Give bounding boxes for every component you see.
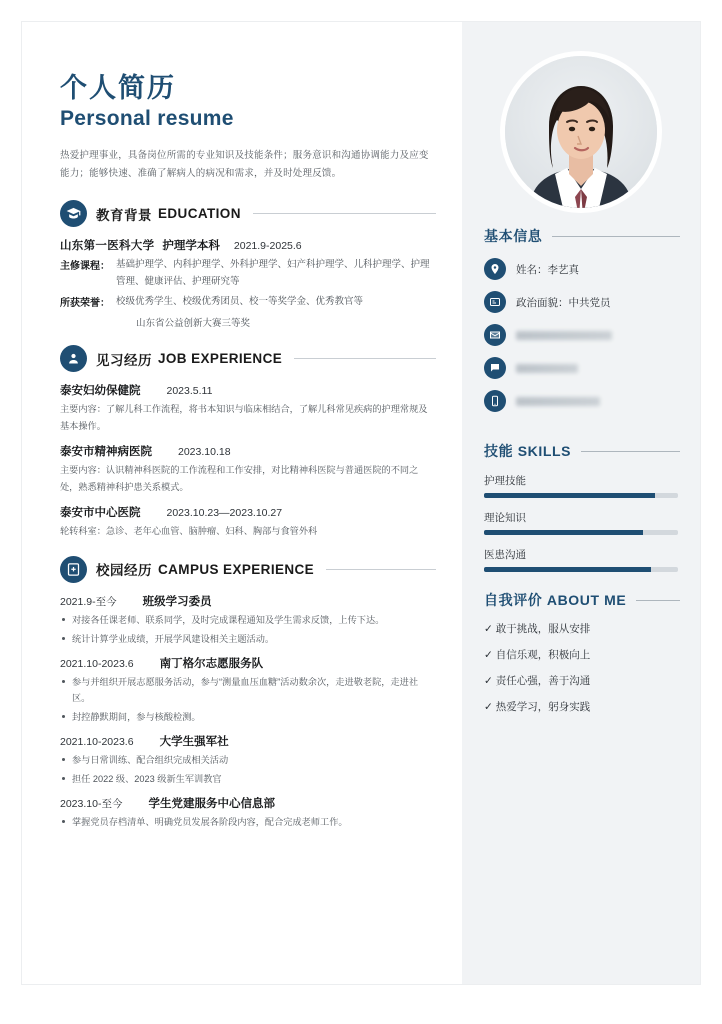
skills-title: 技能 SKILLS <box>484 443 572 459</box>
envelope-icon <box>484 324 506 346</box>
intro-paragraph: 热爱护理事业，具备岗位所需的专业知识及技能条件；服务意识和沟通协调能力及应变能力；能够快速、准确了解病人的病况和需求，并及时处理反馈。 <box>60 150 429 179</box>
section-divider <box>253 213 436 214</box>
education-courses-label: 主修课程： <box>60 261 110 273</box>
about-item: ✓ 自信乐观，积极向上 <box>484 649 591 661</box>
info-row-name <box>484 258 678 280</box>
right-column <box>462 22 700 984</box>
skills-divider <box>581 451 680 452</box>
basic-info-title: 基本信息 <box>484 228 543 244</box>
medical-capsule-icon <box>60 556 87 583</box>
campus-bullets <box>60 612 436 647</box>
skill-label: 护理技能 <box>484 475 526 487</box>
campus-item <box>60 733 436 787</box>
campus-item <box>60 795 436 830</box>
list-item: 统计计算学业成绩，开展学风建设相关主题活动。 <box>60 631 436 647</box>
about-list <box>484 621 678 714</box>
about-item: ✓ 热爱学习，躬身实践 <box>484 701 591 713</box>
skill-item <box>484 473 678 498</box>
education-row <box>60 237 436 253</box>
campus-item <box>60 593 436 647</box>
section-title-en: EDUCATION <box>158 206 241 222</box>
job-date: 2023.5.11 <box>166 385 213 397</box>
redacted-phone <box>516 397 600 406</box>
education-major: 护理学本科 <box>162 240 220 253</box>
info-value: 姓名：李艺真 <box>516 263 579 276</box>
job-item <box>60 443 436 495</box>
job-item <box>60 504 436 540</box>
skill-bar <box>484 493 678 498</box>
section-title-cn: 教育背景 <box>96 207 152 223</box>
job-desc: 轮转科室：急诊、老年心血管、脑肿瘤、妇科、胸部与食管外科 <box>60 526 318 537</box>
section-title-cn: 见习经历 <box>96 352 152 368</box>
education-honors-value: 校级优秀学生、校级优秀团员、校一等奖学金、优秀教官等 <box>116 296 364 308</box>
campus-bullets <box>60 674 436 725</box>
job-item <box>60 382 436 434</box>
campus-item <box>60 655 436 725</box>
skill-label: 医患沟通 <box>484 549 526 561</box>
about-item: ✓ 责任心强，善于沟通 <box>484 675 591 687</box>
section-divider <box>326 569 436 570</box>
job-org: 泰安妇幼保健院 <box>60 385 141 397</box>
education-honors-extra: 山东省公益创新大赛三等奖 <box>136 318 251 329</box>
info-row-phone <box>484 390 678 412</box>
section-divider <box>294 358 436 359</box>
list-item: 担任 2022 级、2023 级新生军训教官 <box>60 771 436 787</box>
section-title-en: CAMPUS EXPERIENCE <box>158 561 315 577</box>
page-title-en: Personal resume <box>60 107 234 130</box>
campus-date: 2023.10-至今 <box>60 798 123 811</box>
job-date: 2023.10.23—2023.10.27 <box>166 507 283 520</box>
skill-label: 理论知识 <box>484 512 526 524</box>
about-header <box>484 590 680 610</box>
chat-bubble-icon <box>484 357 506 379</box>
campus-role: 班级学习委员 <box>142 595 212 608</box>
phone-icon <box>484 390 506 412</box>
job-desc: 主要内容：了解儿科工作流程，将书本知识与临床相结合，了解儿科常见疾病的护理常规及基本操作。 <box>60 404 428 431</box>
job-date: 2023.10.18 <box>178 446 231 459</box>
info-row-political-status <box>484 291 678 313</box>
job-org: 泰安市精神病医院 <box>60 446 152 459</box>
education-courses <box>60 257 436 290</box>
section-title-en: JOB EXPERIENCE <box>158 351 283 366</box>
about-item: ✓ 敢于挑战，服从安排 <box>484 623 591 635</box>
section-header-education <box>60 200 436 227</box>
campus-bullets <box>60 752 436 787</box>
id-card-icon <box>484 291 506 313</box>
resume-sheet <box>22 22 700 984</box>
campus-bullets <box>60 814 436 830</box>
campus-date: 2021.10-2023.6 <box>60 658 134 670</box>
campus-role: 学生党建服务中心信息部 <box>148 798 275 811</box>
redacted-email <box>516 331 612 340</box>
education-school: 山东第一医科大学 <box>60 240 155 253</box>
section-title-cn: 校园经历 <box>96 563 152 579</box>
list-item: 对接各任课老师、联系同学，及时完成课程通知及学生需求反馈，上传下达。 <box>60 612 436 628</box>
location-pin-icon <box>484 258 506 280</box>
graduation-cap-icon <box>60 200 87 227</box>
skill-bar <box>484 530 678 535</box>
info-row-chat <box>484 357 678 379</box>
info-value: 政治面貌：中共党员 <box>516 296 611 309</box>
skill-item <box>484 547 678 572</box>
list-item: 参与日常训练、配合组织完成相关活动 <box>60 752 436 768</box>
avatar-wrap <box>462 22 700 208</box>
section-header-job <box>60 345 436 372</box>
basic-info-header <box>484 226 680 246</box>
skills-list <box>484 473 678 572</box>
list-item: 掌握党员存档清单、明确党员发展各阶段内容，配合完成老师工作。 <box>60 814 436 830</box>
skills-header <box>484 441 680 461</box>
person-badge-icon <box>60 345 87 372</box>
campus-role: 大学生强军社 <box>159 736 229 749</box>
campus-role: 南丁格尔志愿服务队 <box>159 658 264 670</box>
avatar <box>505 56 657 208</box>
basic-info-list <box>484 258 678 412</box>
page-title-cn: 个人简历 <box>60 73 176 103</box>
job-desc: 主要内容：认识精神科医院的工作流程和工作安排，对比精神科医院与普通医院的不同之处，熟悉精神科护患关系模式。 <box>60 465 419 492</box>
campus-date: 2021.9-至今 <box>60 595 117 608</box>
education-date: 2021.9-2025.6 <box>233 240 302 253</box>
list-item: 封控静默期间，参与核酸检测。 <box>60 709 436 725</box>
education-honors-label: 所获荣誉： <box>60 298 110 310</box>
basic-info-divider <box>552 236 680 237</box>
skill-item <box>484 510 678 535</box>
about-title: 自我评价 ABOUT ME <box>484 592 627 608</box>
left-column <box>22 22 462 984</box>
section-header-campus <box>60 556 436 583</box>
job-org: 泰安市中心医院 <box>60 507 141 520</box>
info-row-email <box>484 324 678 346</box>
education-courses-value: 基础护理学、内科护理学、外科护理学、妇产科护理学、儿科护理学、护理管理、健康评估、护理研究等 <box>116 259 430 287</box>
campus-date: 2021.10-2023.6 <box>60 736 134 749</box>
redacted-chat-id <box>516 364 578 373</box>
education-honors <box>60 294 436 311</box>
about-divider <box>636 600 680 601</box>
list-item: 参与并组织开展志愿服务活动，参与“测量血压血糖”活动数余次，走进敬老院，走进社区。 <box>60 674 436 706</box>
